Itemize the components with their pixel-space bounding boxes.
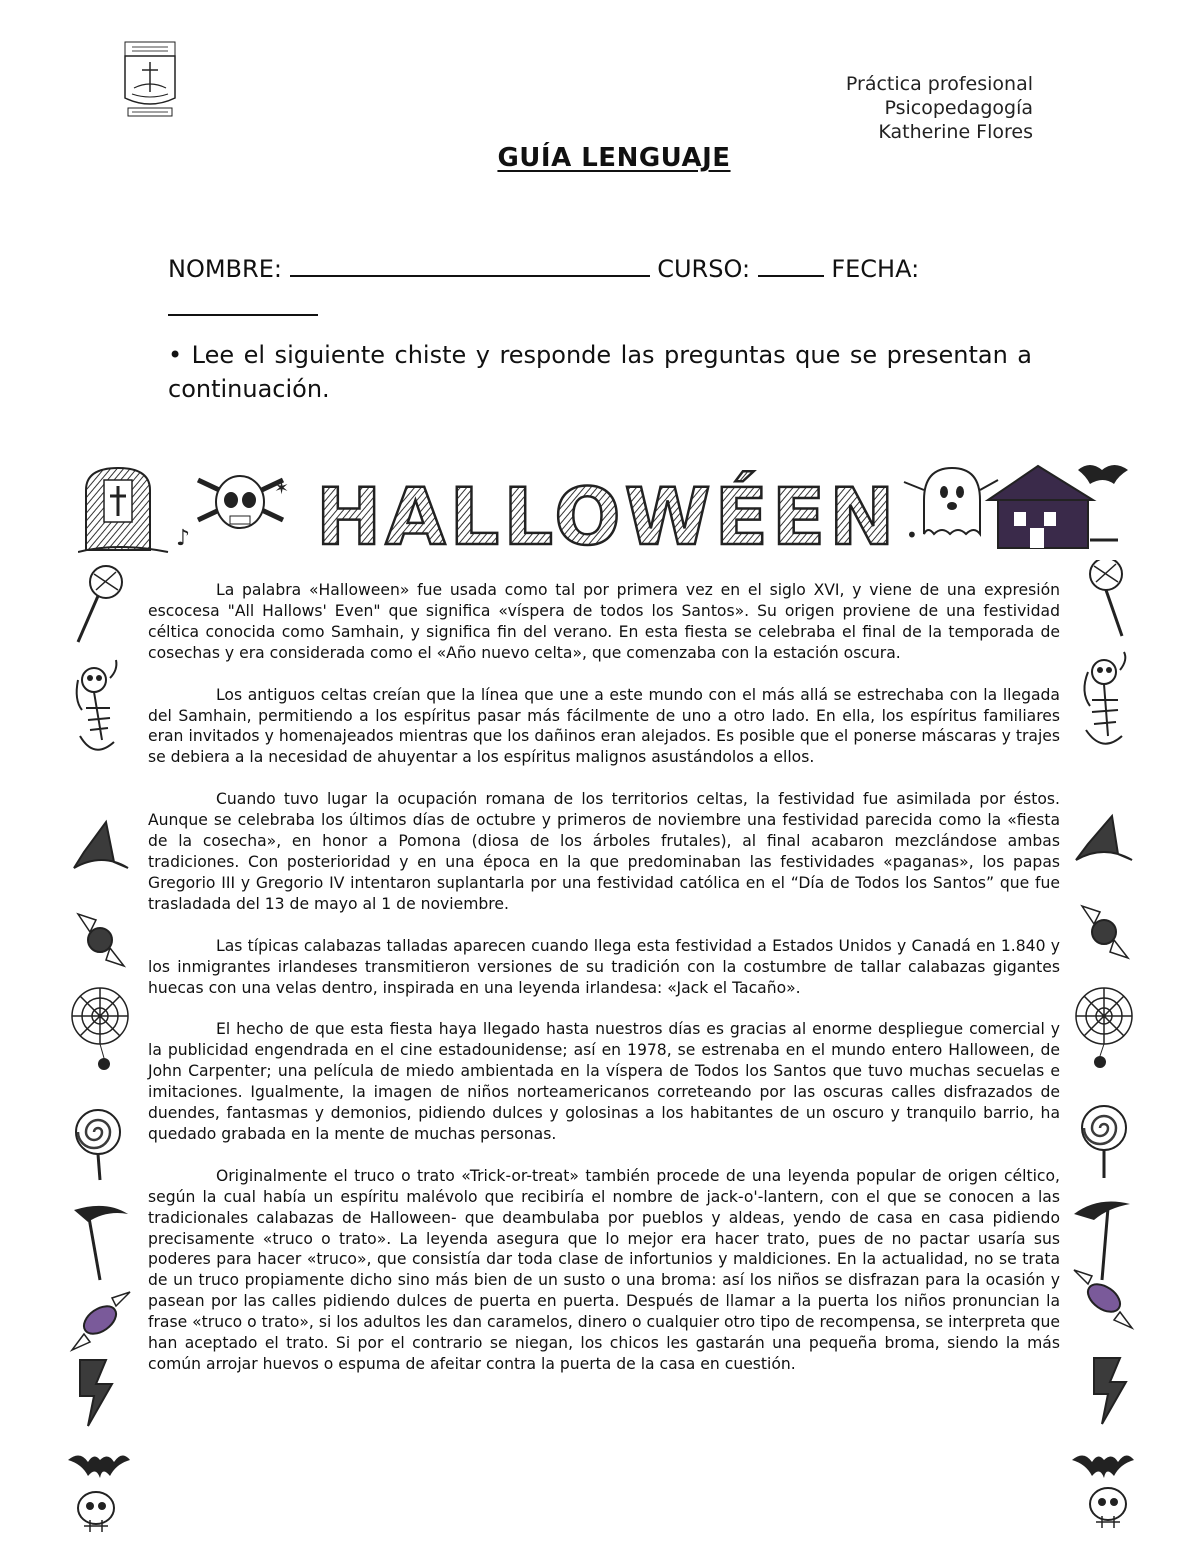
banner-star: ✶ xyxy=(274,478,290,499)
candy-icon xyxy=(78,914,124,966)
paragraph-6: Originalmente el truco o trato «Trick-or-treat» también procede de una leyenda popular de origen céltico, según la cual había un espíritu malévolo que recibiría el nombre de jack-o'-lantern, con el que se conocen a las tradicionales calabazas de Halloween- que deambulaba por pueblos y aldeas, yendo de casa en casa pidiendo precisamente «truco o trato». La leyenda asegura que lo mejor era hacer trato, pues de no pactar usaría sus poderes para hacer «truco», que consistía dar toda clase de infortunios y maldiciones. En la actualidad, no se trata de un truco propiamente dicho sino más bien de un susto o una broma: así los niños se disfrazan para la ocasión y pasean por las calles pidiendo dulces de puerta en puerta. Después de llamar a la puerta los niños pronuncian la frase «truco o trato», si los adultos les dan caramelos, dinero o cualquier otro tipo de recompensa, se interpreta que han aceptado el trato. Si por el contrario se niegan, los chicos les gastarán una pequeña broma, siendo la más común arrojar huevos o espuma de afeitar contra la puerta de la casa en cuestión. xyxy=(148,1166,1060,1373)
candy-icon xyxy=(1082,906,1128,958)
banner-music-note: ♪ xyxy=(176,526,191,551)
paragraph-1: La palabra «Halloween» fue usada como tal por primera vez en el siglo XVI, y viene de una expresión escocesa "All Hallows' Even" que significa «víspera de todos los Santos». Su origen proviene de una festividad céltica conocida como Samhain, y significa fin del verano. En esta fiesta se celebraba el final de la temporada de cosechas y era considerada como el «Año nuevo celta», que comenzaba con la estación oscura. xyxy=(148,581,1060,662)
bat-icon xyxy=(68,1455,130,1478)
small-skull-icon xyxy=(78,1492,114,1532)
paragraph-2: Los antiguos celtas creían que la línea que une a este mundo con el más allá se estrechaba con la llegada del Samhain, permitiendo a los espíritus pasar más fácilmente de uno a otro lado. En ella, los espíritus familiares eran invitados y homenajeados mientras que los dañinos eran alejados. Es posible que el ponerse máscaras y trajes se debiera a la necesidad de ahuyentar a los espíritus malignos asustándolos a ellos. xyxy=(148,685,1060,767)
swirl-lollipop-icon xyxy=(1082,1106,1126,1178)
skeleton-icon xyxy=(1084,652,1125,744)
lightning-icon xyxy=(80,1360,112,1426)
page-title xyxy=(0,143,1200,173)
name-label: NOMBRE: xyxy=(168,255,282,283)
skull-crossbones-icon xyxy=(198,476,283,528)
header-line-1: Práctica profesional xyxy=(845,73,1033,95)
date-label: FECHA: xyxy=(831,255,920,283)
date-blank[interactable] xyxy=(168,296,318,316)
halloween-banner xyxy=(78,460,1133,560)
tombstone-icon xyxy=(78,468,168,552)
header-info xyxy=(846,72,1033,144)
spiderweb-icon xyxy=(72,988,128,1070)
scythe-icon xyxy=(1074,1202,1130,1280)
lollipop-icon xyxy=(1090,560,1122,636)
school-crest-logo xyxy=(120,40,180,120)
form-fields xyxy=(168,252,1038,286)
left-border-decorations xyxy=(66,560,136,1540)
instruction-text: • Lee el siguiente chiste y responde las preguntas que se presentan a continuación. xyxy=(168,341,1032,403)
small-skull-icon xyxy=(1090,1488,1126,1528)
haunted-house-icon xyxy=(988,465,1128,548)
lightning-icon xyxy=(1094,1358,1126,1424)
spiderweb-icon xyxy=(1076,988,1132,1068)
witch-hat-icon xyxy=(1076,816,1132,860)
header-line-2: Psicopedagogía xyxy=(884,97,1033,119)
page-title-text: GUÍA LENGUAJE xyxy=(497,143,731,173)
header-line-3: Katherine Flores xyxy=(878,121,1033,143)
banner-dot: • xyxy=(906,523,918,547)
paragraph-3: Cuando tuvo lugar la ocupación romana de los territorios celtas, la festividad fue asimilada por éstos. Aunque se celebraba los últimos días de octubre y primeros de noviembre una festividad parecida como la «fiesta de la cosecha», en honor a Pomona (diosa de los árboles frutales), al final acabaron mezclándose ambas tradiciones. Con posterioridad y en una época en la que predominaban las festividades «paganas», los papas Gregorio III y Gregorio IV intentaron suplantarla por una festividad católica en el “Día de Todos los Santos” que fue trasladada del 13 de mayo al 1 de noviembre. xyxy=(148,790,1060,913)
scythe-icon xyxy=(74,1206,128,1280)
course-blank[interactable] xyxy=(758,255,824,277)
ghost-icon xyxy=(904,468,998,534)
paragraph-5: El hecho de que esta fiesta haya llegado hasta nuestros días es gracias al enorme despliegue comercial y la publicidad engendrada en el cine estadounidense; así en 1978, se estrenaba en el mundo entero Halloween, de John Carpenter; una película de miedo ambientada en la víspera de Todos los Santos que tuvo muchas secuelas e imitaciones. Igualmente, la imagen de niños norteamericanos correteando por las oscuras calles disfrazados de duendes, fantasmas y demonios, pidiendo dulces y golosinas a los habitantes de un oscuro y tranquilo barrio, ha quedado grabada en la mente de muchas personas. xyxy=(148,1020,1060,1143)
witch-hat-icon xyxy=(74,822,128,868)
halloween-title: HALLOWÉEN xyxy=(316,473,899,560)
bat-icon xyxy=(1072,1455,1134,1478)
lollipop-icon xyxy=(78,566,122,642)
course-label: CURSO: xyxy=(657,255,751,283)
name-blank[interactable] xyxy=(290,255,650,277)
right-border-decorations xyxy=(1068,560,1138,1540)
wrapped-candy-icon xyxy=(72,1292,130,1350)
skeleton-icon xyxy=(77,660,117,750)
reading-text xyxy=(148,580,1060,1375)
paragraph-4: Las típicas calabazas talladas aparecen cuando llega esta festividad a Estados Unidos y Canadá en 1.840 y los inmigrantes irlandeses transmitieron versiones de su tradición con la costumbre de tallar calabazas gigantes huecas con una velas dentro, inspirada en una leyenda irlandesa: «Jack el Tacaño». xyxy=(148,936,1060,997)
swirl-lollipop-icon xyxy=(76,1110,120,1180)
